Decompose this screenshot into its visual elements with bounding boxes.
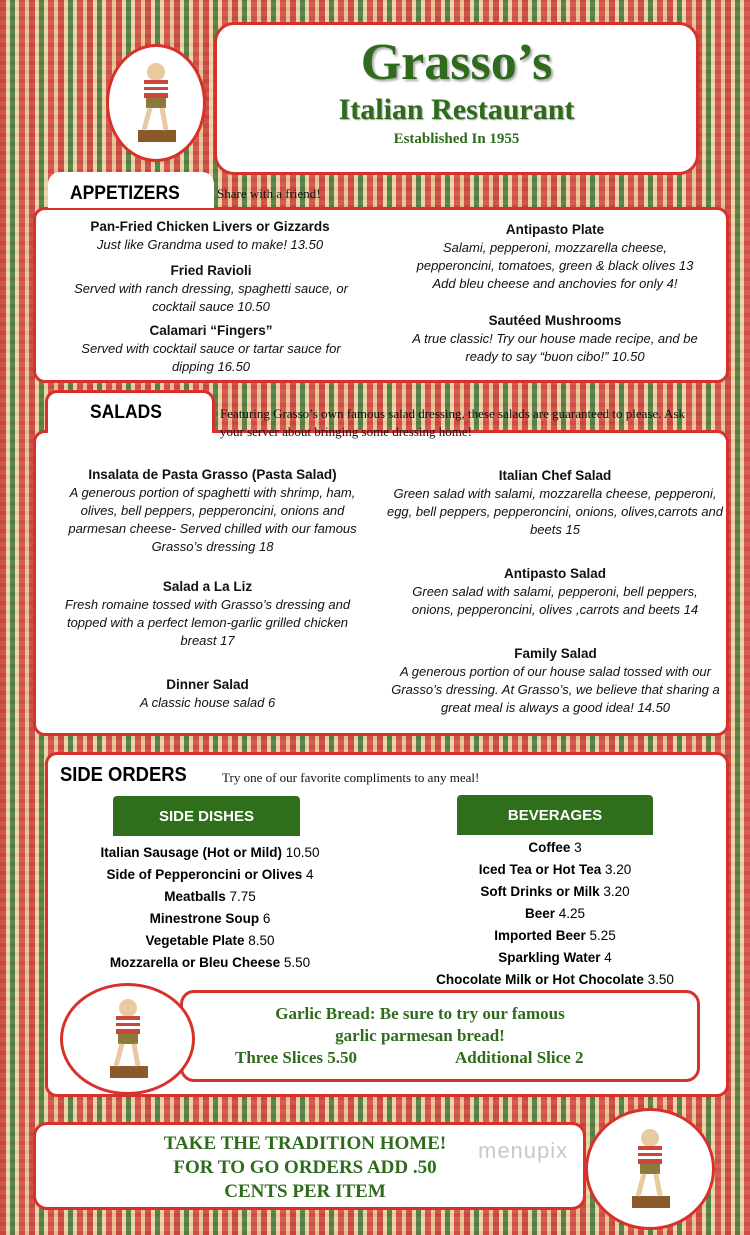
takeout-line2: FOR TO GO ORDERS ADD .50: [173, 1157, 437, 1178]
list-item: [70, 886, 350, 908]
item-desc: A generous portion of our house salad tossed with our Grasso’s dressing. At Grasso’s, we believe that sharing a great meal is always a good idea! 14.50: [391, 664, 720, 715]
menu-item: [60, 676, 355, 712]
garlic-three: Three Slices 5.50: [235, 1048, 357, 1067]
item-desc: A classic house salad 6: [139, 695, 276, 710]
item-name: Mozzarella or Bleu Cheese: [109, 955, 281, 970]
list-item: [410, 947, 700, 969]
item-name: Sparkling Water: [498, 950, 601, 965]
item-price: 7.75: [229, 889, 256, 904]
menu-item: [385, 467, 725, 539]
item-name: Beer: [524, 906, 555, 921]
item-name: Imported Beer: [494, 928, 586, 943]
salads-heading: SALADS: [90, 402, 162, 423]
item-price: 3.20: [603, 884, 630, 899]
item-name: Coffee: [528, 840, 571, 855]
list-item: [70, 930, 350, 952]
takeout-line1: TAKE THE TRADITION HOME!: [163, 1133, 447, 1154]
menu-item: [66, 262, 356, 316]
takeout-line3: CENTS PER ITEM: [224, 1181, 386, 1202]
item-name: Italian Chef Salad: [498, 468, 612, 483]
menu-item: [60, 218, 360, 254]
side-orders-heading: SIDE ORDERS: [60, 764, 187, 786]
item-name: Dinner Salad: [166, 677, 249, 692]
item-desc: A true classic! Try our house made recipe, and be ready to say “buon cibo!” 10.50: [412, 331, 698, 364]
list-item: [70, 864, 350, 886]
item-desc: A generous portion of spaghetti with shrimp, ham, olives, bell peppers, pepperoncini, onions and parmesan cheese- Served chilled with our famous Grasso’s dressing 18: [68, 485, 357, 554]
item-name: Chocolate Milk or Hot Chocolate: [436, 972, 644, 987]
list-item: [70, 908, 350, 930]
item-name: Side of Pepperoncini or Olives: [106, 867, 303, 882]
item-desc: Salami, pepperoni, mozzarella cheese, pepperoncini, tomatoes, green & black olives 13 Add bleu cheese and anchovies for only 4!: [416, 240, 694, 291]
garlic-bread-text: [200, 1003, 680, 1069]
item-name: Pan-Fried Chicken Livers or Gizzards: [90, 219, 330, 234]
menu-item: [76, 322, 346, 376]
item-desc: Served with cocktail sauce or tartar sauce for dipping 16.50: [81, 341, 341, 374]
mascot-image: [60, 983, 195, 1095]
item-name: Family Salad: [514, 646, 597, 661]
item-name: Calamari “Fingers”: [149, 323, 273, 338]
beverages-header: BEVERAGES: [457, 795, 653, 835]
item-price: 8.50: [248, 933, 275, 948]
side-dishes-header: SIDE DISHES: [113, 796, 300, 836]
menu-item: [50, 466, 375, 556]
mascot-icon: [98, 994, 158, 1084]
item-price: 4.25: [558, 906, 586, 921]
list-item: [70, 952, 350, 974]
mascot-image: [585, 1108, 715, 1230]
item-price: 10.50: [285, 845, 320, 860]
list-item: [410, 837, 700, 859]
established: Established In 1955: [393, 131, 520, 147]
mascot-icon: [126, 58, 186, 148]
item-name: Salad a La Liz: [162, 579, 253, 594]
item-price: 3.50: [647, 972, 674, 987]
item-price: 6: [262, 911, 271, 926]
item-desc: Served with ranch dressing, spaghetti sauce, or cocktail sauce 10.50: [74, 281, 348, 314]
item-price: 4: [306, 867, 314, 882]
side-dishes-list: [70, 842, 350, 974]
menu-item: [388, 645, 723, 717]
list-item: [410, 969, 700, 991]
takeout-text: [100, 1132, 510, 1204]
list-item: [410, 859, 700, 881]
list-item: [410, 925, 700, 947]
appetizers-note: Share with a friend!: [217, 186, 321, 201]
item-name: Insalata de Pasta Grasso (Pasta Salad): [88, 467, 337, 482]
item-name: Antipasto Plate: [505, 222, 605, 237]
mascot-image: [106, 44, 206, 162]
menu-item: [398, 312, 712, 366]
list-item: [70, 842, 350, 864]
item-name: Soft Drinks or Milk: [480, 884, 600, 899]
salads-note: Featuring Grasso’s own famous salad dressing, these salads are guaranteed to please. Ask your server about bringing some dressing home!: [220, 406, 685, 439]
item-price: 5.25: [589, 928, 616, 943]
item-price: 3: [574, 840, 582, 855]
item-name: Iced Tea or Hot Tea: [478, 862, 602, 877]
restaurant-name: Grasso’s: [360, 34, 553, 91]
garlic-line1: Garlic Bread: Be sure to try our famous: [275, 1004, 565, 1023]
garlic-additional: Additional Slice 2: [455, 1048, 584, 1067]
item-price: 5.50: [283, 955, 311, 970]
menu-item: [400, 565, 710, 619]
item-desc: Green salad with salami, pepperoni, bell peppers, onions, pepperoncini, olives ,carrots and beets 14: [411, 584, 699, 617]
item-desc: Just like Grandma used to make! 13.50: [96, 237, 324, 252]
item-desc: Green salad with salami, mozzarella cheese, pepperoni, egg, bell peppers, pepperoncini, onions, olives,carrots and beets 15: [386, 486, 724, 537]
list-item: [410, 881, 700, 903]
item-name: Fried Ravioli: [170, 263, 252, 278]
header-box: [214, 22, 699, 175]
menu-item: [55, 578, 360, 650]
side-orders-note: Try one of our favorite compliments to any meal!: [222, 770, 480, 785]
garlic-prices: [200, 1047, 680, 1069]
garlic-line2: garlic parmesan bread!: [335, 1026, 505, 1045]
item-name: Meatballs: [164, 889, 226, 904]
list-item: [410, 903, 700, 925]
item-name: Antipasto Salad: [503, 566, 606, 581]
item-name: Minestrone Soup: [149, 911, 260, 926]
item-name: Sautéed Mushrooms: [488, 313, 622, 328]
menu-item: [405, 221, 705, 293]
beverages-list: [410, 837, 700, 991]
appetizers-heading: APPETIZERS: [70, 183, 180, 204]
restaurant-subtitle: Italian Restaurant: [338, 93, 575, 126]
item-desc: Fresh romaine tossed with Grasso’s dressing and topped with a perfect lemon-garlic grilled chicken breast 17: [64, 597, 351, 648]
watermark: menupix: [478, 1138, 569, 1163]
item-name: Vegetable Plate: [145, 933, 245, 948]
item-price: 4: [604, 950, 612, 965]
mascot-icon: [620, 1124, 680, 1214]
item-name: Italian Sausage (Hot or Mild): [100, 845, 282, 860]
item-price: 3.20: [605, 862, 632, 877]
